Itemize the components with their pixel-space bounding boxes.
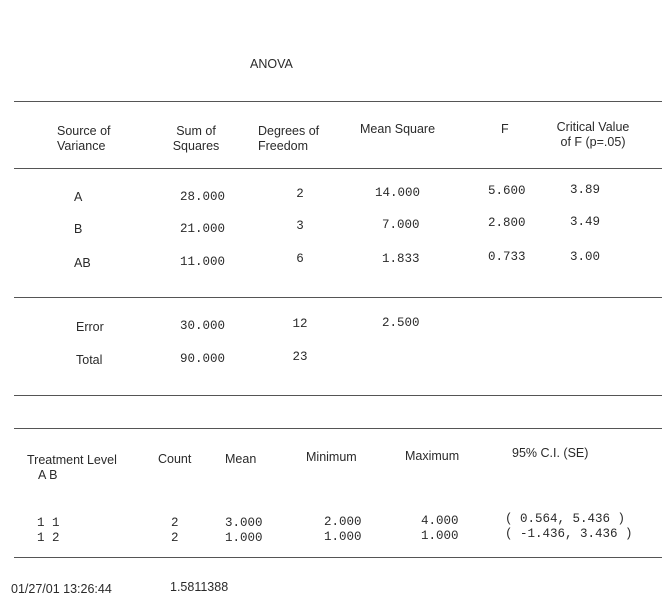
header-degrees-of-freedom: Degrees of Freedom (258, 124, 320, 153)
divider (14, 297, 662, 298)
header-sum-of-squares: Sum of Squares (172, 124, 220, 153)
footer-timestamp: 01/27/01 13:26:44 (11, 582, 112, 596)
header-ci: 95% C.I. (SE) (512, 446, 589, 460)
header-maximum: Maximum (405, 449, 460, 463)
divider (14, 428, 662, 429)
header-treatment-level: Treatment Level A B (27, 453, 117, 482)
divider (14, 395, 662, 396)
header-mean-square: Mean Square (360, 122, 436, 136)
anova-title: ANOVA (250, 57, 293, 71)
footer-value: 1.5811388 (170, 580, 229, 594)
header-source: Source of Variance (57, 124, 111, 153)
header-count: Count (158, 452, 192, 466)
divider (14, 168, 662, 169)
header-critical-value: Critical Value of F (p=.05) (556, 120, 630, 149)
report-page: ANOVA Source of Variance Sum of Squares Degrees of Freedom Mean Square F Critical Value of F (p=.05) A 28.000 2 14.000 5.600 3.89 B 21.000 3 7.000 2.800 3.49 AB 11.000 6 1.833 0.733 3.00 Error 30.000 12 2.500 Total 90.000 23 Treatment Level A B Count Mean Minimum Maximum 95% C.I. (SE) 1 1 2 3.000 2.000 4.000 ( 0.564, 5.436 ) 1 2 2 1.000 1.000 1.000 ( -1.436, 3.436 ) 01/27/01 13:26:44 1.5811388 (0, 0, 664, 603)
divider (14, 101, 662, 102)
divider (14, 557, 662, 558)
header-mean: Mean (225, 452, 257, 466)
header-f: F (501, 122, 509, 136)
header-minimum: Minimum (306, 450, 357, 464)
